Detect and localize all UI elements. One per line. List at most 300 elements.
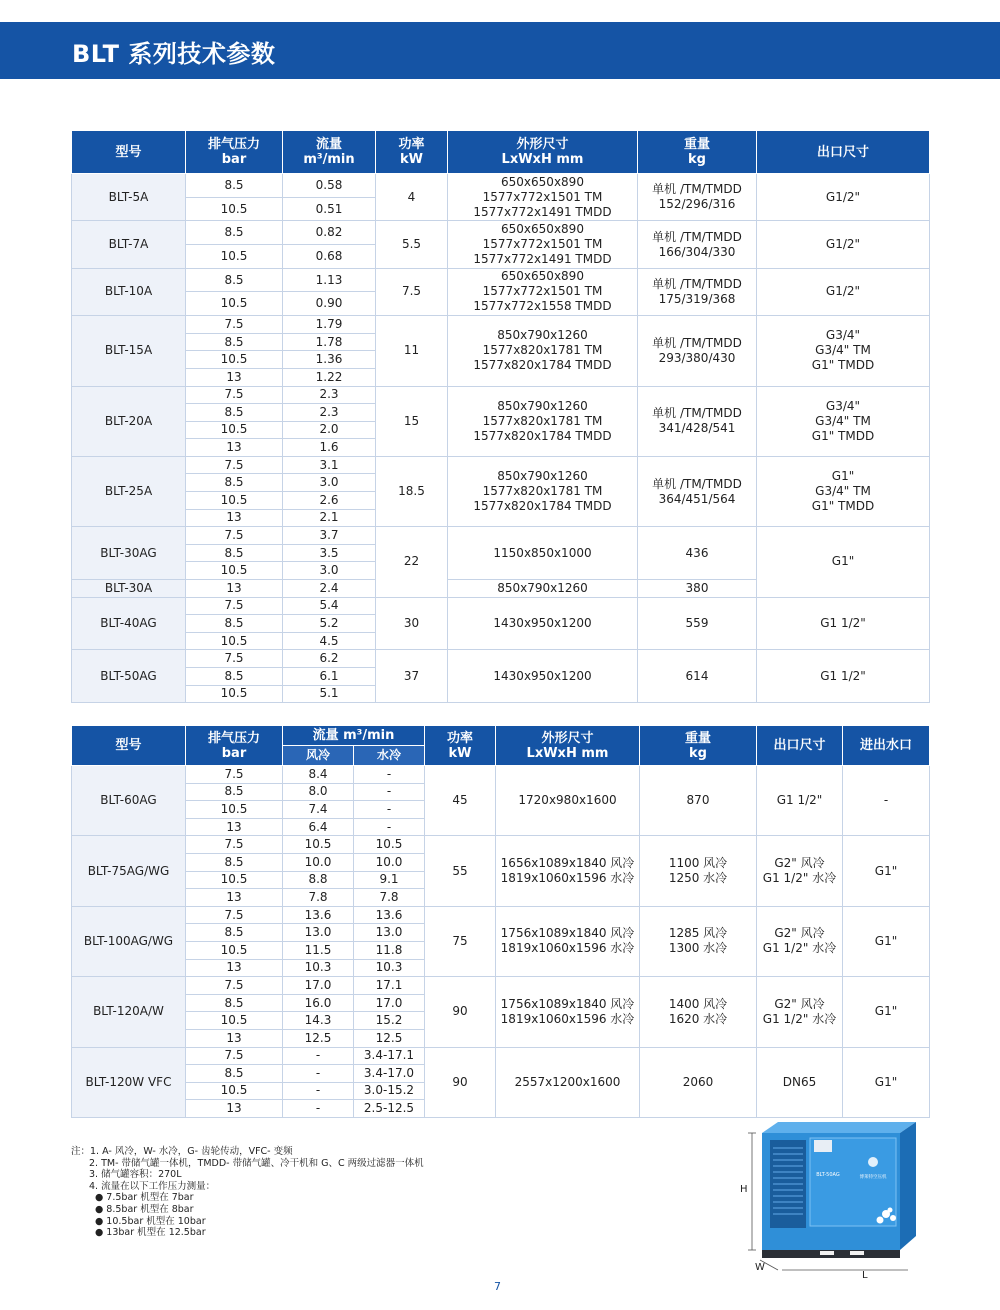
power-cell: 45: [425, 766, 496, 836]
dims-cell: [448, 580, 638, 598]
cell-line: 614: [685, 668, 709, 683]
weight-cell: [640, 836, 757, 906]
cell-line: G1/2": [825, 284, 861, 299]
dims-cell: [448, 316, 638, 386]
model-cell: BLT-10A: [72, 268, 186, 315]
cell-line: 1300 水冷: [668, 941, 728, 956]
cell-line: G1 1/2" 水冷: [762, 871, 837, 886]
cell-line: 650x650x890: [501, 222, 584, 237]
table-row: [72, 268, 930, 292]
pressure-cell: 7.5: [186, 386, 283, 404]
note-bullet: ● 7.5bar 机型在 7bar: [95, 1192, 194, 1204]
cell-line: 364/451/564: [658, 491, 736, 506]
dims-cell: [448, 268, 638, 315]
dims-cell: [496, 766, 640, 836]
outlet-cell: [757, 977, 843, 1047]
pressure-cell: 13: [186, 439, 283, 457]
cell-line: 152/296/316: [658, 197, 736, 212]
weight-cell: [638, 650, 757, 703]
flow-cell: 3.5: [283, 544, 376, 562]
note-bullet: ● 10.5bar 机型在 10bar: [95, 1215, 206, 1227]
flow-cell: 6.1: [283, 668, 376, 686]
model-cell: BLT-25A: [72, 456, 186, 526]
air-flow-cell: 17.0: [283, 977, 354, 995]
air-flow-cell: 10.0: [283, 853, 354, 871]
machine-brand-label: 博莱特空压机: [859, 1175, 887, 1180]
air-flow-cell: 14.3: [283, 1012, 354, 1030]
note-line: 注：1. A- 风冷，W- 水冷，G- 齿轮传动，VFC- 变频: [71, 1146, 293, 1157]
pressure-cell: 13: [186, 509, 283, 527]
header-dims: 外形尺寸 LxWxH mm: [496, 726, 640, 766]
air-flow-cell: 10.3: [283, 959, 354, 977]
header-model: 型号: [72, 726, 186, 766]
flow-cell: 2.0: [283, 421, 376, 439]
water-flow-cell: 17.0: [354, 994, 425, 1012]
cell-line: 559: [685, 616, 709, 631]
cell-line: 2557x1200x1600: [514, 1074, 621, 1089]
pressure-cell: 13: [186, 368, 283, 386]
model-cell: BLT-30A: [72, 580, 186, 598]
cell-line: 单机 /TM/TMDD: [652, 476, 742, 491]
model-cell: BLT-30AG: [72, 527, 186, 580]
header-outlet: 出口尺寸: [757, 726, 843, 766]
model-cell: BLT-5A: [72, 174, 186, 221]
cell-line: G1": [831, 554, 855, 569]
dims-cell: [448, 456, 638, 526]
cell-line: 650x650x890: [501, 174, 584, 189]
pressure-cell: 7.5: [186, 1047, 283, 1065]
model-cell: BLT-100AG/WG: [72, 906, 186, 976]
outlet-cell: [757, 766, 843, 836]
outlet-cell: [757, 316, 930, 386]
header-power: 功率 kW: [425, 726, 496, 766]
pressure-cell: 7.5: [186, 836, 283, 854]
air-flow-cell: 16.0: [283, 994, 354, 1012]
water-port-cell: G1": [843, 977, 930, 1047]
cell-line: 1577x772x1501 TM: [482, 284, 603, 299]
spec-table-1: [71, 130, 930, 703]
pressure-cell: 7.5: [186, 456, 283, 474]
air-flow-cell: 8.0: [283, 783, 354, 801]
cell-line: G1/2": [825, 189, 861, 204]
water-flow-cell: 3.4-17.1: [354, 1047, 425, 1065]
dims-cell: [448, 597, 638, 650]
air-flow-cell: -: [283, 1082, 354, 1100]
note-line: 4. 流量在以下工作压力测量：: [89, 1180, 216, 1192]
cell-line: 1819x1060x1596 水冷: [500, 941, 635, 956]
air-flow-cell: 12.5: [283, 1029, 354, 1047]
cell-line: 1430x950x1200: [493, 616, 592, 631]
cell-line: 1577x820x1781 TM: [482, 413, 603, 428]
air-flow-cell: 11.5: [283, 941, 354, 959]
flow-cell: 3.7: [283, 527, 376, 545]
flow-cell: 3.1: [283, 456, 376, 474]
cell-line: G1" TMDD: [811, 499, 875, 514]
weight-cell: [638, 268, 757, 315]
water-flow-cell: 7.8: [354, 889, 425, 907]
air-flow-cell: 7.4: [283, 801, 354, 819]
cell-line: 1150x850x1000: [493, 545, 592, 560]
flow-cell: 4.5: [283, 632, 376, 650]
note-bullet: ● 8.5bar 机型在 8bar: [95, 1203, 194, 1215]
header-dims: 外形尺寸 LxWxH mm: [448, 131, 638, 174]
cell-line: G3/4": [825, 398, 861, 413]
cell-line: DN65: [782, 1074, 817, 1089]
dimension-h-label: H: [740, 1184, 748, 1195]
pressure-cell: 10.5: [186, 197, 283, 221]
cell-line: 1577x772x1501 TM: [482, 189, 603, 204]
page-title: BLT 系列技术参数: [72, 40, 276, 68]
pressure-cell: 8.5: [186, 221, 283, 245]
pressure-cell: 7.5: [186, 597, 283, 615]
pressure-cell: 7.5: [186, 316, 283, 334]
air-flow-cell: 8.8: [283, 871, 354, 889]
water-flow-cell: -: [354, 818, 425, 836]
water-flow-cell: 13.0: [354, 924, 425, 942]
dimension-w-label: W: [755, 1262, 765, 1273]
air-flow-cell: -: [283, 1100, 354, 1118]
flow-cell: 2.3: [283, 386, 376, 404]
cell-line: 1577x772x1491 TMDD: [473, 252, 612, 267]
header-model: 型号: [72, 131, 186, 174]
model-cell: BLT-120A/W: [72, 977, 186, 1047]
cell-line: 1756x1089x1840 风冷: [500, 926, 635, 941]
cell-line: 870: [686, 793, 710, 808]
cell-line: 850x790x1260: [497, 398, 588, 413]
pressure-cell: 10.5: [186, 871, 283, 889]
flow-cell: 1.6: [283, 439, 376, 457]
table-row: [72, 316, 930, 334]
cell-line: 1577x820x1784 TMDD: [473, 428, 612, 443]
water-port-cell: G1": [843, 836, 930, 906]
air-flow-cell: 8.4: [283, 766, 354, 784]
dims-cell: [448, 174, 638, 221]
water-flow-cell: 13.6: [354, 906, 425, 924]
power-cell: 22: [376, 527, 448, 597]
pressure-cell: 10.5: [186, 421, 283, 439]
table-row: [72, 456, 930, 474]
dims-cell: [496, 977, 640, 1047]
header-flow: 流量 m³/min: [283, 726, 425, 746]
model-cell: BLT-50AG: [72, 650, 186, 703]
cell-line: 1620 水冷: [668, 1011, 728, 1026]
header-air-cooled: 风冷: [283, 746, 354, 766]
table-row: [72, 650, 930, 668]
cell-line: 1577x772x1491 TMDD: [473, 204, 612, 219]
power-cell: 55: [425, 836, 496, 906]
header-pressure: 排气压力 bar: [186, 726, 283, 766]
table-row: [72, 221, 930, 245]
pressure-cell: 8.5: [186, 544, 283, 562]
header-water-port: 进出水口: [843, 726, 930, 766]
cell-line: 380: [685, 580, 709, 595]
cell-line: 1430x950x1200: [493, 668, 592, 683]
cell-line: G3/4" TM: [815, 343, 871, 358]
flow-cell: 3.0: [283, 562, 376, 580]
cell-line: 1250 水冷: [668, 871, 728, 886]
cell-line: G1" TMDD: [811, 428, 875, 443]
page-header-bar: [0, 22, 1000, 79]
water-flow-cell: 10.5: [354, 836, 425, 854]
cell-line: G3/4": [825, 328, 861, 343]
cell-line: G1 1/2": [820, 616, 866, 631]
water-port-cell: G1": [843, 1047, 930, 1117]
weight-cell: [638, 221, 757, 268]
header-weight: 重量 kg: [640, 726, 757, 766]
water-flow-cell: 11.8: [354, 941, 425, 959]
weight-cell: [640, 1047, 757, 1117]
cell-line: 850x790x1260: [497, 580, 588, 595]
header-pressure: 排气压力 bar: [186, 131, 283, 174]
cell-line: G3/4" TM: [815, 484, 871, 499]
pressure-cell: 10.5: [186, 632, 283, 650]
cell-line: G2" 风冷: [774, 926, 825, 941]
table-header-row: [72, 726, 930, 746]
forklift-slot: [850, 1251, 864, 1255]
cell-line: 2060: [682, 1074, 714, 1089]
cell-line: G1 1/2": [820, 668, 866, 683]
cell-line: 341/428/541: [658, 421, 736, 436]
pressure-cell: 7.5: [186, 977, 283, 995]
weight-cell: [638, 316, 757, 386]
outlet-cell: [757, 386, 930, 456]
footnotes: [71, 1146, 424, 1239]
header-weight: 重量 kg: [638, 131, 757, 174]
water-flow-cell: 12.5: [354, 1029, 425, 1047]
outlet-cell: [757, 906, 843, 976]
table-row: [72, 1047, 930, 1065]
cell-line: 1577x772x1501 TM: [482, 237, 603, 252]
water-flow-cell: 15.2: [354, 1012, 425, 1030]
cell-line: 1577x820x1781 TM: [482, 343, 603, 358]
cell-line: 1577x820x1784 TMDD: [473, 358, 612, 373]
flow-cell: 2.4: [283, 580, 376, 598]
weight-cell: [638, 386, 757, 456]
flow-cell: 5.2: [283, 615, 376, 633]
pressure-cell: 10.5: [186, 245, 283, 269]
pressure-cell: 7.5: [186, 527, 283, 545]
cell-line: 1656x1089x1840 风冷: [500, 856, 635, 871]
pressure-cell: 8.5: [186, 783, 283, 801]
air-flow-cell: 6.4: [283, 818, 354, 836]
header-water-cooled: 水冷: [354, 746, 425, 766]
model-cell: BLT-7A: [72, 221, 186, 268]
pressure-cell: 13: [186, 1029, 283, 1047]
table-row: [72, 527, 930, 545]
header-power: 功率 kW: [376, 131, 448, 174]
model-cell: BLT-75AG/WG: [72, 836, 186, 906]
pressure-cell: 13: [186, 1100, 283, 1118]
power-cell: 5.5: [376, 221, 448, 268]
pressure-cell: 10.5: [186, 492, 283, 510]
flow-cell: 2.1: [283, 509, 376, 527]
cell-line: 单机 /TM/TMDD: [652, 229, 742, 244]
power-cell: 30: [376, 597, 448, 650]
page-number: 7: [494, 1280, 501, 1293]
brand-logo-icon: [868, 1157, 878, 1167]
flow-cell: 0.68: [283, 245, 376, 269]
cell-line: 1100 风冷: [668, 856, 728, 871]
air-flow-cell: -: [283, 1047, 354, 1065]
dims-cell: [496, 836, 640, 906]
table-row: [72, 836, 930, 854]
water-flow-cell: 2.5-12.5: [354, 1100, 425, 1118]
pressure-cell: 8.5: [186, 474, 283, 492]
flow-cell: 5.1: [283, 685, 376, 703]
weight-cell: [638, 527, 757, 580]
flow-cell: 1.36: [283, 351, 376, 369]
outlet-cell: [757, 527, 930, 597]
pressure-cell: 10.5: [186, 351, 283, 369]
dims-cell: [496, 906, 640, 976]
pressure-cell: 8.5: [186, 615, 283, 633]
outlet-cell: [757, 836, 843, 906]
model-cell: BLT-120W VFC: [72, 1047, 186, 1117]
cell-line: G2" 风冷: [774, 856, 825, 871]
power-cell: 90: [425, 977, 496, 1047]
cell-line: 175/319/368: [658, 291, 736, 306]
flow-cell: 0.51: [283, 197, 376, 221]
pressure-cell: 10.5: [186, 801, 283, 819]
note-line: 3. 储气罐容积：270L: [89, 1169, 182, 1181]
cell-line: 1285 风冷: [668, 926, 728, 941]
power-cell: 37: [376, 650, 448, 703]
water-flow-cell: 9.1: [354, 871, 425, 889]
cell-line: G1 1/2" 水冷: [762, 1011, 837, 1026]
pressure-cell: 8.5: [186, 994, 283, 1012]
water-flow-cell: 17.1: [354, 977, 425, 995]
power-cell: 11: [376, 316, 448, 386]
flow-cell: 2.3: [283, 404, 376, 422]
cell-line: 1756x1089x1840 风冷: [500, 996, 635, 1011]
power-cell: 75: [425, 906, 496, 976]
pressure-cell: 8.5: [186, 404, 283, 422]
note-bullet: ● 13bar 机型在 12.5bar: [95, 1227, 206, 1239]
flow-cell: 1.78: [283, 333, 376, 351]
model-cell: BLT-60AG: [72, 766, 186, 836]
cell-line: 436: [685, 545, 709, 560]
outlet-cell: [757, 174, 930, 221]
outlet-cell: [757, 650, 930, 703]
pressure-cell: 13: [186, 959, 283, 977]
pressure-cell: 10.5: [186, 941, 283, 959]
cell-line: 1720x980x1600: [518, 793, 617, 808]
pressure-cell: 7.5: [186, 650, 283, 668]
cell-line: 1819x1060x1596 水冷: [500, 871, 635, 886]
pressure-cell: 8.5: [186, 1065, 283, 1083]
flow-cell: 1.79: [283, 316, 376, 334]
header-outlet: 出口尺寸: [757, 131, 930, 174]
pressure-cell: 8.5: [186, 333, 283, 351]
cell-line: 单机 /TM/TMDD: [652, 182, 742, 197]
water-flow-cell: 10.0: [354, 853, 425, 871]
power-cell: 7.5: [376, 268, 448, 315]
dims-cell: [448, 386, 638, 456]
cell-line: G3/4" TM: [815, 413, 871, 428]
table-row: [72, 597, 930, 615]
table-row: [72, 977, 930, 995]
pressure-cell: 8.5: [186, 268, 283, 292]
flow-cell: 0.58: [283, 174, 376, 198]
pressure-cell: 10.5: [186, 562, 283, 580]
power-cell: 4: [376, 174, 448, 221]
flow-cell: 1.22: [283, 368, 376, 386]
outlet-cell: [757, 268, 930, 315]
model-cell: BLT-20A: [72, 386, 186, 456]
cell-line: G1" TMDD: [811, 358, 875, 373]
air-flow-cell: 13.6: [283, 906, 354, 924]
header-flow: 流量 m³/min: [283, 131, 376, 174]
dims-cell: [448, 221, 638, 268]
pressure-cell: 10.5: [186, 1082, 283, 1100]
power-cell: 90: [425, 1047, 496, 1117]
table-row: [72, 766, 930, 784]
weight-cell: [638, 456, 757, 526]
outlet-cell: [757, 597, 930, 650]
weight-cell: [640, 766, 757, 836]
model-cell: BLT-15A: [72, 316, 186, 386]
outlet-cell: [757, 456, 930, 526]
cell-line: 293/380/430: [658, 350, 736, 365]
forklift-slot: [820, 1251, 834, 1255]
water-flow-cell: -: [354, 801, 425, 819]
flow-cell: 0.90: [283, 292, 376, 316]
water-flow-cell: -: [354, 766, 425, 784]
table-row: [72, 174, 930, 198]
flow-cell: 5.4: [283, 597, 376, 615]
pressure-cell: 7.5: [186, 906, 283, 924]
cell-line: 1577x772x1558 TMDD: [473, 299, 612, 314]
cell-line: 650x650x890: [501, 269, 584, 284]
weight-cell: [638, 174, 757, 221]
water-flow-cell: 3.4-17.0: [354, 1065, 425, 1083]
cell-line: 1577x820x1784 TMDD: [473, 499, 612, 514]
table-header-row: [72, 131, 930, 174]
cell-line: G1 1/2" 水冷: [762, 941, 837, 956]
pressure-cell: 13: [186, 580, 283, 598]
cell-line: 单机 /TM/TMDD: [652, 335, 742, 350]
water-flow-cell: -: [354, 783, 425, 801]
air-flow-cell: 13.0: [283, 924, 354, 942]
model-cell: BLT-40AG: [72, 597, 186, 650]
cell-line: 850x790x1260: [497, 328, 588, 343]
water-port-cell: G1": [843, 906, 930, 976]
pressure-cell: 8.5: [186, 174, 283, 198]
water-port-cell: -: [843, 766, 930, 836]
cell-line: 1577x820x1781 TM: [482, 484, 603, 499]
pressure-cell: 13: [186, 889, 283, 907]
cell-line: 850x790x1260: [497, 469, 588, 484]
flow-cell: 3.0: [283, 474, 376, 492]
machine-model-label: BLT-50AG: [816, 1172, 840, 1178]
pressure-cell: 8.5: [186, 668, 283, 686]
weight-cell: [640, 906, 757, 976]
cell-line: 单机 /TM/TMDD: [652, 406, 742, 421]
air-flow-cell: 7.8: [283, 889, 354, 907]
cell-line: 单机 /TM/TMDD: [652, 276, 742, 291]
air-compressor-illustration: [738, 1118, 932, 1278]
flow-cell: 0.82: [283, 221, 376, 245]
cell-line: 1400 风冷: [668, 996, 728, 1011]
water-flow-cell: 3.0-15.2: [354, 1082, 425, 1100]
weight-cell: [638, 597, 757, 650]
table-row: [72, 906, 930, 924]
pressure-cell: 10.5: [186, 685, 283, 703]
machine-top: [762, 1122, 916, 1133]
pressure-cell: 10.5: [186, 1012, 283, 1030]
dimension-l-label: L: [862, 1270, 868, 1278]
flow-cell: 1.13: [283, 268, 376, 292]
